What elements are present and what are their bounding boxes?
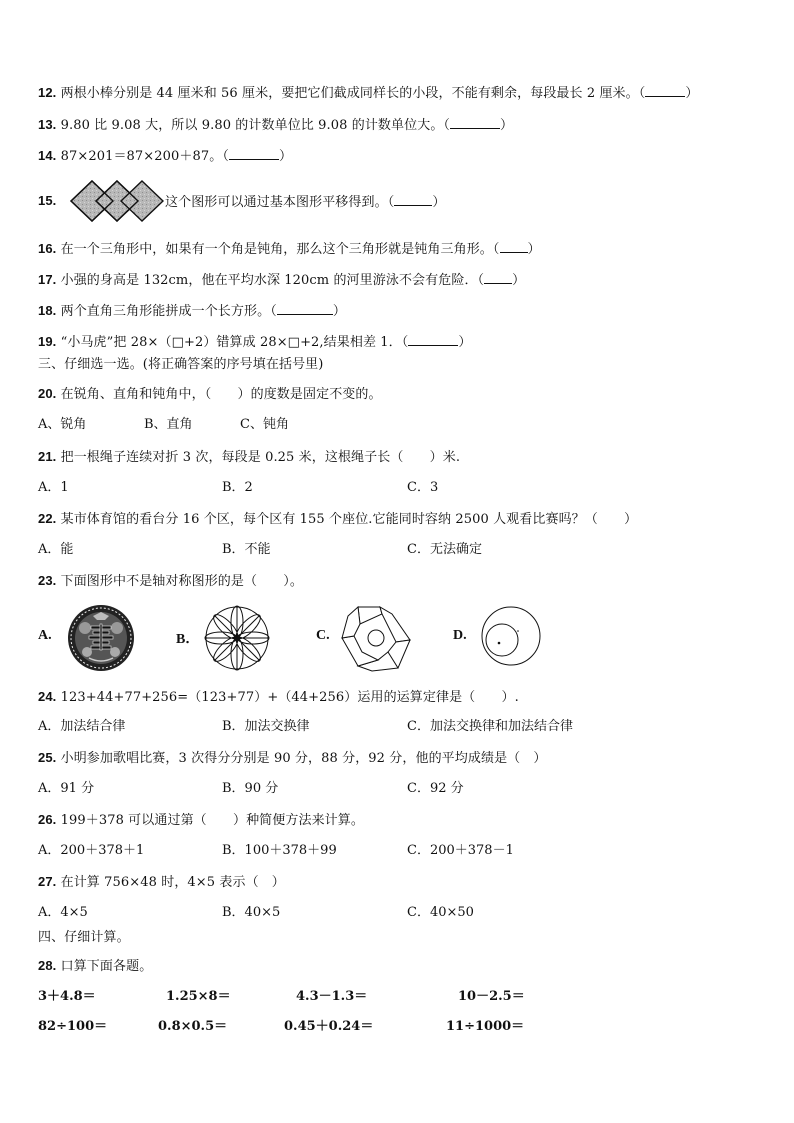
question-text: “小马虎”把 28×（□+2）错算成 28×□+2,结果相差 1．（ (60, 335, 409, 350)
option-a[interactable]: A．能 (38, 542, 74, 557)
option-c[interactable]: C．92 分 (407, 781, 464, 796)
option-c[interactable]: C．加法交换律和加法结合律 (407, 719, 573, 734)
question-20 (38, 386, 382, 403)
mental-math-item: 0.8×0.5＝ (158, 1019, 228, 1034)
question-22 (38, 511, 637, 528)
option-a[interactable]: A．1 (38, 480, 69, 495)
question-25 (38, 750, 546, 767)
question-number: 15. (38, 193, 57, 208)
question-text: 下面图形中不是轴对称图形的是（ ）。 (60, 574, 304, 589)
pinwheel-hexagon-icon[interactable] (340, 604, 412, 674)
option-c[interactable]: C、钝角 (240, 417, 289, 432)
answer-blank[interactable] (645, 84, 685, 97)
question-number: 22. (38, 511, 57, 526)
question-text: 小强的身高是 132cm，他在平均水深 120cm 的河里游泳不会有危险．（ (60, 273, 485, 288)
answer-blank[interactable] (500, 240, 528, 253)
bracket-close: ） (500, 118, 514, 133)
question-27 (38, 874, 285, 891)
option-c[interactable]: C．200＋378－1 (407, 843, 514, 858)
option-c[interactable]: C．3 (407, 480, 439, 495)
option-b[interactable]: B．不能 (222, 542, 271, 557)
question-number: 23. (38, 573, 57, 588)
answer-blank[interactable] (484, 271, 512, 284)
question-16 (38, 240, 541, 258)
mental-math-item: 3＋4.8＝ (38, 989, 96, 1004)
question-text: 在计算 756×48 时，4×5 表示（ ） (60, 875, 285, 890)
question-15 (38, 193, 56, 210)
option-c[interactable]: C．无法确定 (407, 542, 482, 557)
question-number: 16. (38, 241, 57, 256)
section-4-title: 四、仔细计算。 (38, 930, 130, 945)
answer-blank[interactable] (229, 147, 279, 160)
option-d-label[interactable]: D. (453, 628, 467, 643)
question-number: 26. (38, 812, 57, 827)
bracket-close: ） (527, 242, 541, 257)
mental-math-item: 11÷1000＝ (446, 1019, 525, 1034)
double-happiness-emblem-icon[interactable] (67, 604, 135, 672)
question-text: 小明参加歌唱比赛，3 次得分分别是 90 分，88 分，92 分，他的平均成绩是（ ） (60, 751, 547, 766)
question-28 (38, 958, 152, 975)
mental-math-item: 1.25×8＝ (166, 989, 231, 1004)
flower-in-circle-icon[interactable] (203, 604, 271, 672)
mental-math-item: 0.45＋0.24＝ (284, 1019, 374, 1034)
bracket-close: ） (432, 195, 446, 210)
question-number: 24. (38, 689, 57, 704)
question-14 (38, 147, 292, 165)
option-c[interactable]: C．40×50 (407, 905, 474, 920)
answer-blank[interactable] (277, 302, 333, 315)
question-number: 28. (38, 958, 57, 973)
option-b[interactable]: B．加法交换律 (222, 719, 310, 734)
mental-math-item: 82÷100＝ (38, 1019, 108, 1034)
option-a[interactable]: A．4×5 (38, 905, 88, 920)
question-number: 12. (38, 85, 57, 100)
question-number: 25. (38, 750, 57, 765)
option-a[interactable]: A．200＋378＋1 (38, 843, 145, 858)
question-number: 13. (38, 117, 57, 132)
bracket-close: ） (332, 304, 346, 319)
question-number: 20. (38, 386, 57, 401)
circle-inside-circle-icon[interactable] (480, 604, 542, 668)
question-text: 某市体育馆的看台分 16 个区，每个区有 155 个座位.它能同时容纳 2500 人观看比赛吗？（ ） (60, 512, 638, 527)
option-b[interactable]: B．40×5 (222, 905, 281, 920)
question-number: 14. (38, 148, 57, 163)
answer-blank[interactable] (450, 116, 500, 129)
answer-blank[interactable] (394, 193, 432, 206)
question-number: 21. (38, 449, 57, 464)
question-12 (38, 84, 698, 102)
bracket-close: ） (458, 335, 472, 350)
option-b[interactable]: B．100＋378＋99 (222, 843, 337, 858)
question-text: 123+44+77+256=（123+77）+（44+256）运用的运算定律是（ ）. (60, 690, 519, 705)
question-26 (38, 812, 364, 829)
question-text: 87×201＝87×200＋87。（ (60, 149, 229, 164)
question-number: 19. (38, 334, 57, 349)
question-text: 在锐角、直角和钝角中，（ ）的度数是固定不变的。 (60, 387, 382, 402)
bracket-close: ） (278, 149, 293, 164)
question-24 (38, 689, 519, 706)
option-c-label[interactable]: C. (316, 628, 330, 643)
question-19 (38, 333, 471, 351)
option-a-label[interactable]: A. (38, 628, 52, 643)
question-text: 把一根绳子连续对折 3 次，每段是 0.25 米，这根绳子长（ ）米. (60, 450, 461, 465)
mental-math-item: 10－2.5＝ (458, 989, 525, 1004)
question-text: 9.80 比 9.08 大，所以 9.80 的计数单位比 9.08 的计数单位大。（ (60, 118, 451, 133)
option-a[interactable]: A．91 分 (38, 781, 95, 796)
mental-math-item: 4.3－1.3＝ (296, 989, 368, 1004)
question-number: 17. (38, 272, 57, 287)
bracket-close: ） (685, 86, 699, 101)
overlapping-diamonds-figure (70, 180, 164, 222)
option-b[interactable]: B．90 分 (222, 781, 279, 796)
bracket-close: ） (512, 273, 526, 288)
question-text: 两根小棒分别是 44 厘米和 56 厘米，要把它们截成同样长的小段，不能有剩余，每段最长 2 厘米。（ (60, 86, 646, 101)
question-text: 199＋378 可以通过第（ ）种简便方法来计算。 (60, 813, 364, 828)
option-b[interactable]: B．2 (222, 480, 253, 495)
answer-blank[interactable] (408, 333, 458, 346)
question-21 (38, 449, 460, 466)
question-23 (38, 573, 303, 590)
option-b-label[interactable]: B． (176, 632, 200, 647)
question-number: 27. (38, 874, 57, 889)
question-text: 在一个三角形中，如果有一个角是钝角，那么这个三角形就是钝角三角形。（ (60, 242, 500, 257)
question-number: 18. (38, 303, 57, 318)
question-18 (38, 302, 346, 320)
question-text: 两个直角三角形能拼成一个长方形。（ (60, 304, 277, 319)
question-13 (38, 116, 513, 134)
section-3-title: 三、仔细选一选。(将正确答案的序号填在括号里) (38, 357, 324, 372)
question-17 (38, 271, 525, 289)
question-text: 口算下面各题。 (60, 959, 153, 974)
option-a[interactable]: A．加法结合律 (38, 719, 126, 734)
option-a[interactable]: A、锐角 (38, 417, 87, 432)
question-text: 这个图形可以通过基本图形平移得到。（ (165, 195, 395, 210)
option-b[interactable]: B、直角 (144, 417, 193, 432)
question-15-text (165, 193, 445, 211)
